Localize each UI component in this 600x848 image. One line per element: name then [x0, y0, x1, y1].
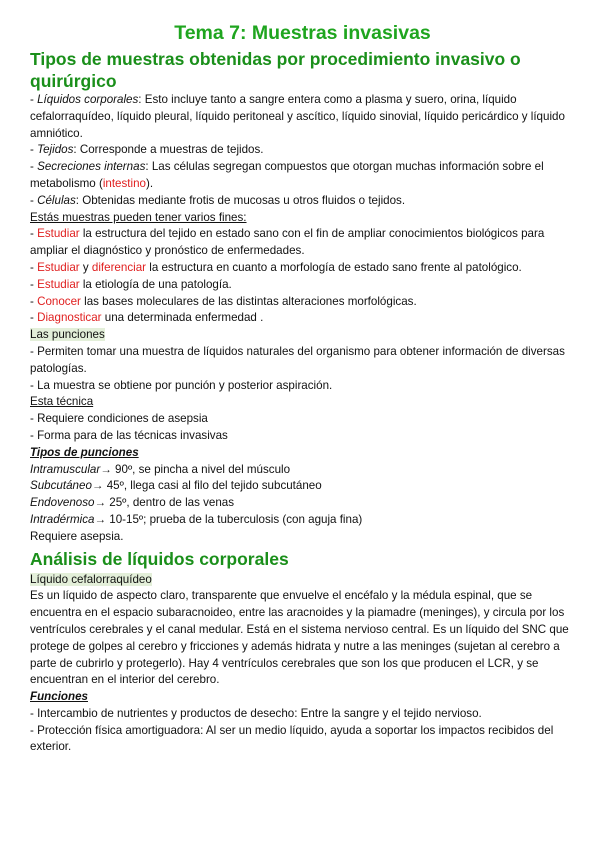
punciones-heading: Las punciones [30, 328, 105, 342]
list-item: - Conocer las bases moleculares de las distintas alteraciones morfológicas. [30, 294, 417, 308]
purposes-heading: Estás muestras pueden tener varios fines: [30, 210, 247, 224]
lcr-paragraph: Es un líquido de aspecto claro, transparente que envuelve el encéfalo y la médula espinal, que se encuentra en el espacio subaracnoideo, entre las aracnoides y la piamadre (meninges), y circula por los ventrículos cerebrales y el canal medular. Está en el sistema nervioso central. Es un líquido del SNC que protege de golpes al cerebro y fricciones y además hidrata y nutre a las meninges (sujetan al cerebro a parte de cubrirlo y protegerlo). Hay 4 ventrículos cerebrales que son los que producen el LCR, y se encuentran en el interior del cerebro. [30, 589, 569, 687]
list-item: - Secreciones internas: Las células segregan compuestos que otorgan muchas información sobre el metabolismo (intestino). [30, 160, 544, 190]
list-item: - Diagnosticar una determinada enfermedad . [30, 311, 264, 325]
list-item: Subcutáneo→ 45º, llega casi al filo del tejido subcutáneo [30, 479, 322, 493]
list-item: - Permiten tomar una muestra de líquidos naturales del organismo para obtener información de diversas patologías. [30, 344, 565, 375]
list-item: Intradérmica→ 10-15º; prueba de la tuberculosis (con aguja fina) [30, 512, 363, 526]
section-heading-analisis: Análisis de líquidos corporales [30, 548, 289, 569]
funciones-heading: Funciones [30, 690, 88, 704]
tipos-heading: Tipos de punciones [30, 445, 139, 459]
list-item: - Estudiar la etiología de una patología. [30, 277, 232, 291]
asepsia-note: Requiere asepsia. [30, 529, 124, 543]
tecnica-heading: Esta técnica [30, 395, 94, 409]
page-title: Tema 7: Muestras invasivas [174, 22, 431, 44]
document-page [30, 22, 575, 756]
list-item: - La muestra se obtiene por punción y posterior aspiración. [30, 378, 333, 392]
list-item: - Forma para de las técnicas invasivas [30, 428, 228, 442]
list-item: - Requiere condiciones de asepsia [30, 412, 208, 426]
list-item: - Intercambio de nutrientes y productos de desecho: Entre la sangre y el tejido nervioso. [30, 706, 482, 720]
list-item: - Estudiar la estructura del tejido en estado sano con el fin de ampliar conocimientos biológicos para ampliar el diagnóstico y pronóstico de enfermedades. [30, 227, 545, 258]
list-item: Endovenoso→ 25º, dentro de las venas [30, 496, 235, 510]
section-heading-tipos-muestras: Tipos de muestras obtenidas por procedimiento invasivo o quirúrgico [30, 49, 521, 91]
list-item: - Tejidos: Corresponde a muestras de tejidos. [30, 143, 264, 157]
subheading-lcr: Líquido cefalorraquídeo [30, 572, 152, 586]
list-item: - Células: Obtenidas mediante frotis de mucosas u otros fluidos o tejidos. [30, 193, 406, 207]
list-item: - Protección física amortiguadora: Al ser un medio líquido, ayuda a soportar los impactos recibidos del exterior. [30, 723, 554, 754]
list-item: - Líquidos corporales: Esto incluye tanto a sangre entera como a plasma y suero, orina, líquido cefalorraquídeo, líquido pleural, líquido peritoneal y ascítico, líquido sinovial, líquido pericárdico y líquido amniótico. [30, 93, 565, 140]
list-item: Intramuscular→ 90º, se pincha a nivel del músculo [30, 462, 291, 476]
list-item: - Estudiar y diferenciar la estructura en cuanto a morfología de estado sano frente al patológico. [30, 260, 522, 274]
